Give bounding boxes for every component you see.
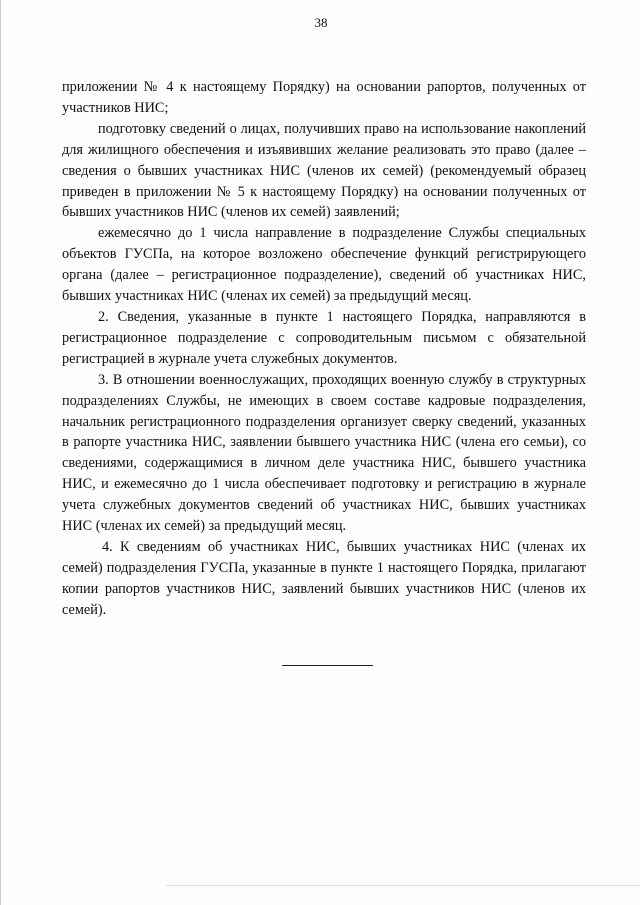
paragraph-item-3: 3. В отношении военнослужащих, проходящих военную службу в структурных подразделениях Службы, не имеющих в своем составе кадровые подразделения, начальник регистрационного подразделения организует сверку сведений, указанных в рапорте участника НИС, заявлении бывшего участника НИС (члена его семьи), со сведениями, содержащимися в личном деле участника НИС, бывшего участника НИС, и ежемесячно до 1 числа обеспечивает подготовку и регистрацию в журнале учета служебных документов сведений об участниках НИС, бывших участниках НИС (членах их семей) за предыдущий месяц. xyxy=(62,371,586,535)
paragraph-continuation: приложении № 4 к настоящему Порядку) на основании рапортов, полученных от участников НИС; xyxy=(62,79,586,116)
paragraph-data-preparation: подготовку сведений о лицах, получивших право на использование накоплений для жилищного обеспечения и изъявивших желание реализовать это право (далее – сведения о бывших участниках НИС (членов их семей) (рекомендуемый образец приведен в приложении № 5 к настоящему Порядку) на основании полученных от бывших участников НИС (членов их семей) заявлений; xyxy=(62,120,586,221)
scan-edge-line xyxy=(166,885,640,886)
paragraph-item-2: 2. Сведения, указанные в пункте 1 настоящего Порядка, направляются в регистрационное подразделение с сопроводительным письмом с обязательной регистрацией в журнале учета служебных документов. xyxy=(62,308,586,367)
paragraph-monthly-submission: ежемесячно до 1 числа направление в подразделение Службы специальных объектов ГУСПа, на которое возложено обеспечение функций регистрирующего органа (далее – регистрационное подразделение), сведений об участниках НИС, бывших участниках НИС (членах их семей) за предыдущий месяц. xyxy=(62,225,586,305)
page-number: 38 xyxy=(314,15,328,30)
paragraph-item-4: 4. К сведениям об участниках НИС, бывших участниках НИС (членах их семей) подразделения ГУСПа, указанные в пункте 1 настоящего Порядка, прилагают копии рапортов участников НИС, заявлений бывших участников НИС (членов их семей). xyxy=(62,538,586,618)
end-of-text-rule xyxy=(282,665,373,666)
body-text xyxy=(62,77,586,621)
